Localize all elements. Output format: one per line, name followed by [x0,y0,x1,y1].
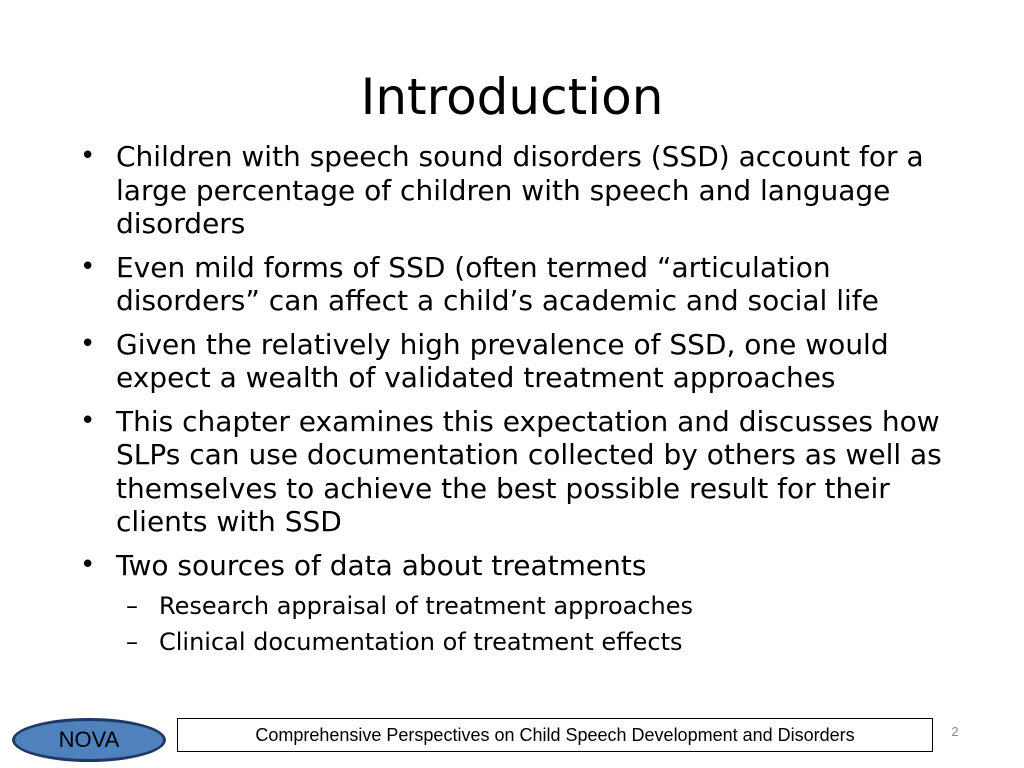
sub-bullet-text: Clinical documentation of treatment effects [159,628,683,656]
footer-book-title: Comprehensive Perspectives on Child Speech Development and Disorders [255,724,855,745]
bullet-mark: • [80,328,96,359]
sub-bullet-mark: – [126,592,138,620]
bullet-mark: • [80,251,96,282]
bullet-text: This chapter examines this expectation and discusses how SLPs can use documentation collected by others as well as themselves to achieve the best possible result for their clients with SSD [116,404,942,538]
sub-bullet-item [114,588,970,624]
bullet-text: Even mild forms of SSD (often termed “articulation disorders” can affect a child’s academic and social life [116,250,879,317]
sub-bullet-item [114,624,970,660]
bullet-item [70,251,970,318]
page-number: 2 [951,724,959,739]
slide-title: Introduction [360,68,664,126]
bullet-text: Two sources of data about treatments [116,548,647,582]
sub-bullet-list [116,588,970,660]
footer-book-title-box [177,718,933,752]
bullet-text: Given the relatively high prevalence of SSD, one would expect a wealth of validated treatment approaches [116,327,889,394]
bullet-item [70,549,970,661]
bullet-item [70,328,970,395]
sub-bullet-text: Research appraisal of treatment approaches [159,592,694,620]
nova-badge [12,718,166,762]
nova-badge-label: NOVA [58,727,120,752]
bullet-mark: • [80,141,96,171]
bullet-item [70,140,970,241]
sub-bullet-mark: – [126,628,138,656]
bullet-item [70,405,970,539]
bullet-mark: • [80,549,96,580]
bullet-list [70,140,970,670]
bullet-text: Children with speech sound disorders (SSD) account for a large percentage of children with speech and language disorders [116,140,924,240]
bullet-mark: • [80,405,96,436]
